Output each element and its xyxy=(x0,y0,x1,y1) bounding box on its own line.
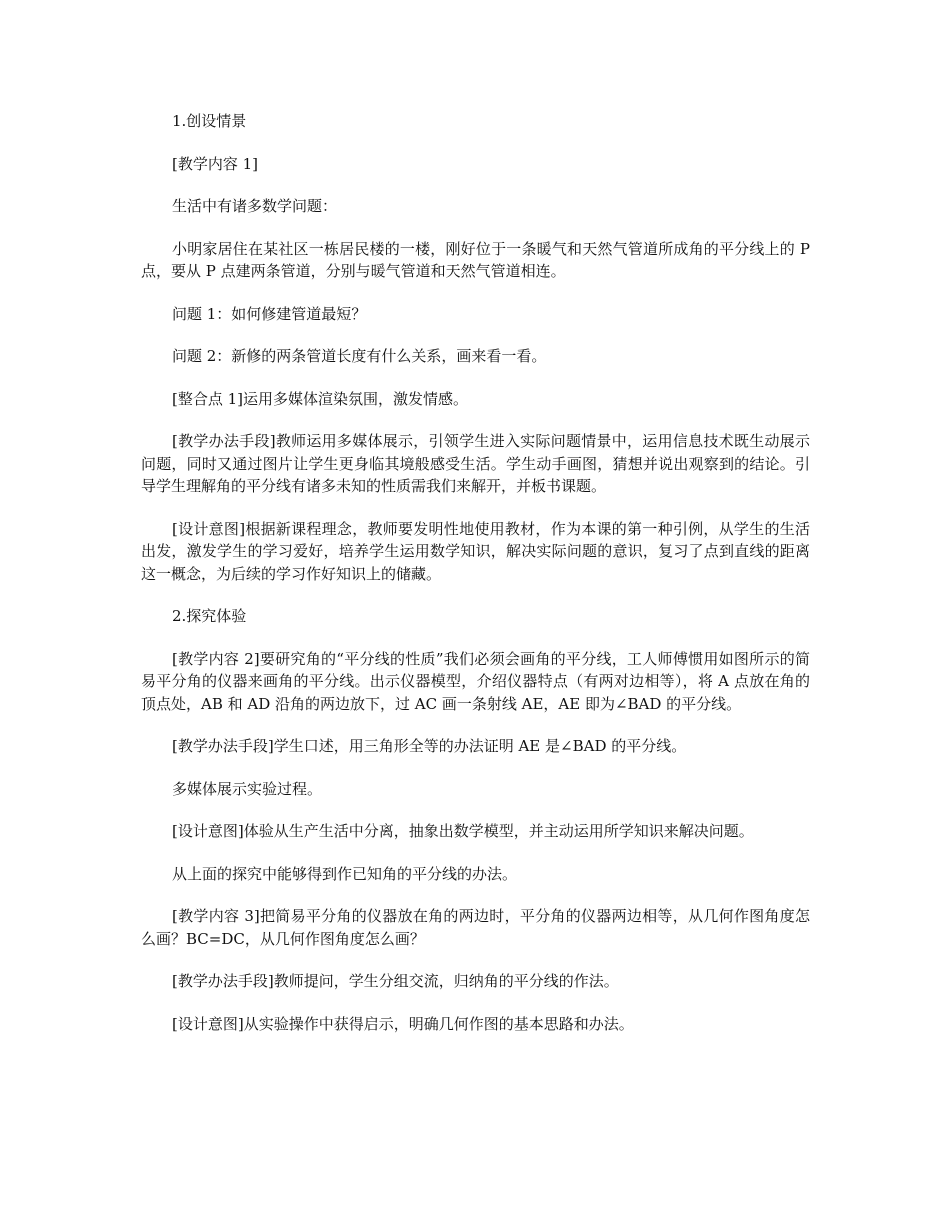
design-intent-1: [设计意图]根据新课程理念，教师要发明性地使用教材，作为本课的第一种引例，从学生的生活出发，激发学生的学习爱好，培养学生运用数学知识，解决实际问题的意识，复习了点到直线的距离这一概念，为后续的学习作好知识上的储藏。 xyxy=(141,519,810,583)
paragraph-intro: 生活中有诸多数学问题： xyxy=(172,197,338,215)
design-intent-3: [设计意图]从实验操作中获得启示，明确几何作图的基本思路和办法。 xyxy=(172,1014,634,1033)
design-intent-2: [设计意图]体验从生产生活中分离，抽象出数学模型，并主动运用所学知识来解决问题。 xyxy=(172,822,754,840)
teaching-method-1: [教学办法手段]教师运用多媒体展示，引领学生进入实际问题情景中，运用信息技术既生动展示问题，同时又通过图片让学生更身临其境般感受生活。学生动手画图，猜想并说出观察到的结论。引导学生理解角的平分线有诸多未知的性质需我们来解开，并板书课题。 xyxy=(141,432,810,495)
section-heading-1: 1.创设情景 xyxy=(172,112,247,130)
multimedia-demo: 多媒体展示实验过程。 xyxy=(172,779,323,798)
teaching-content-3: [教学内容 3]把简易平分角的仪器放在角的两边时，平分角的仪器两边相等，从几何作图角度怎么画？BC=DC，从几何作图角度怎么画？ xyxy=(141,907,810,948)
section-heading-2: 2.探究体验 xyxy=(172,607,247,625)
teaching-method-3: [教学办法手段]教师提问，学生分组交流，归纳角的平分线的作法。 xyxy=(172,972,619,990)
question-1: 问题 1：如何修建管道最短？ xyxy=(172,304,367,323)
paragraph-scenario: 小明家居住在某社区一栋居民楼的一楼，刚好位于一条暖气和天然气管道所成角的平分线上的 P 点，要从 P 点建两条管道，分别与暖气管道和天然气管道相连。 xyxy=(141,239,810,280)
teaching-content-2: [教学内容 2]要研究角的“平分线的性质”我们必须会画角的平分线，工人师傅惯用如图所示的简易平分角的仪器来画角的平分线。出示仪器模型，介绍仪器特点（有两对边相等），将 A 点放在角的顶点处，AB 和 AD 沿角的两边放下，过 AC 画一条射线 AE，AE 即为∠BAD 的平分线。 xyxy=(141,649,810,713)
document-page xyxy=(141,110,810,1055)
teaching-content-1-label: [教学内容 1] xyxy=(172,154,259,173)
integration-point-1: [整合点 1]运用多媒体渲染氛围，激发情感。 xyxy=(172,389,469,408)
teaching-method-2: [教学办法手段]学生口述，用三角形全等的办法证明 AE 是∠BAD 的平分线。 xyxy=(172,737,687,755)
paragraph-method-summary: 从上面的探究中能够得到作已知角的平分线的办法。 xyxy=(172,864,518,883)
question-2: 问题 2：新修的两条管道长度有什么关系，画来看一看。 xyxy=(172,347,547,365)
